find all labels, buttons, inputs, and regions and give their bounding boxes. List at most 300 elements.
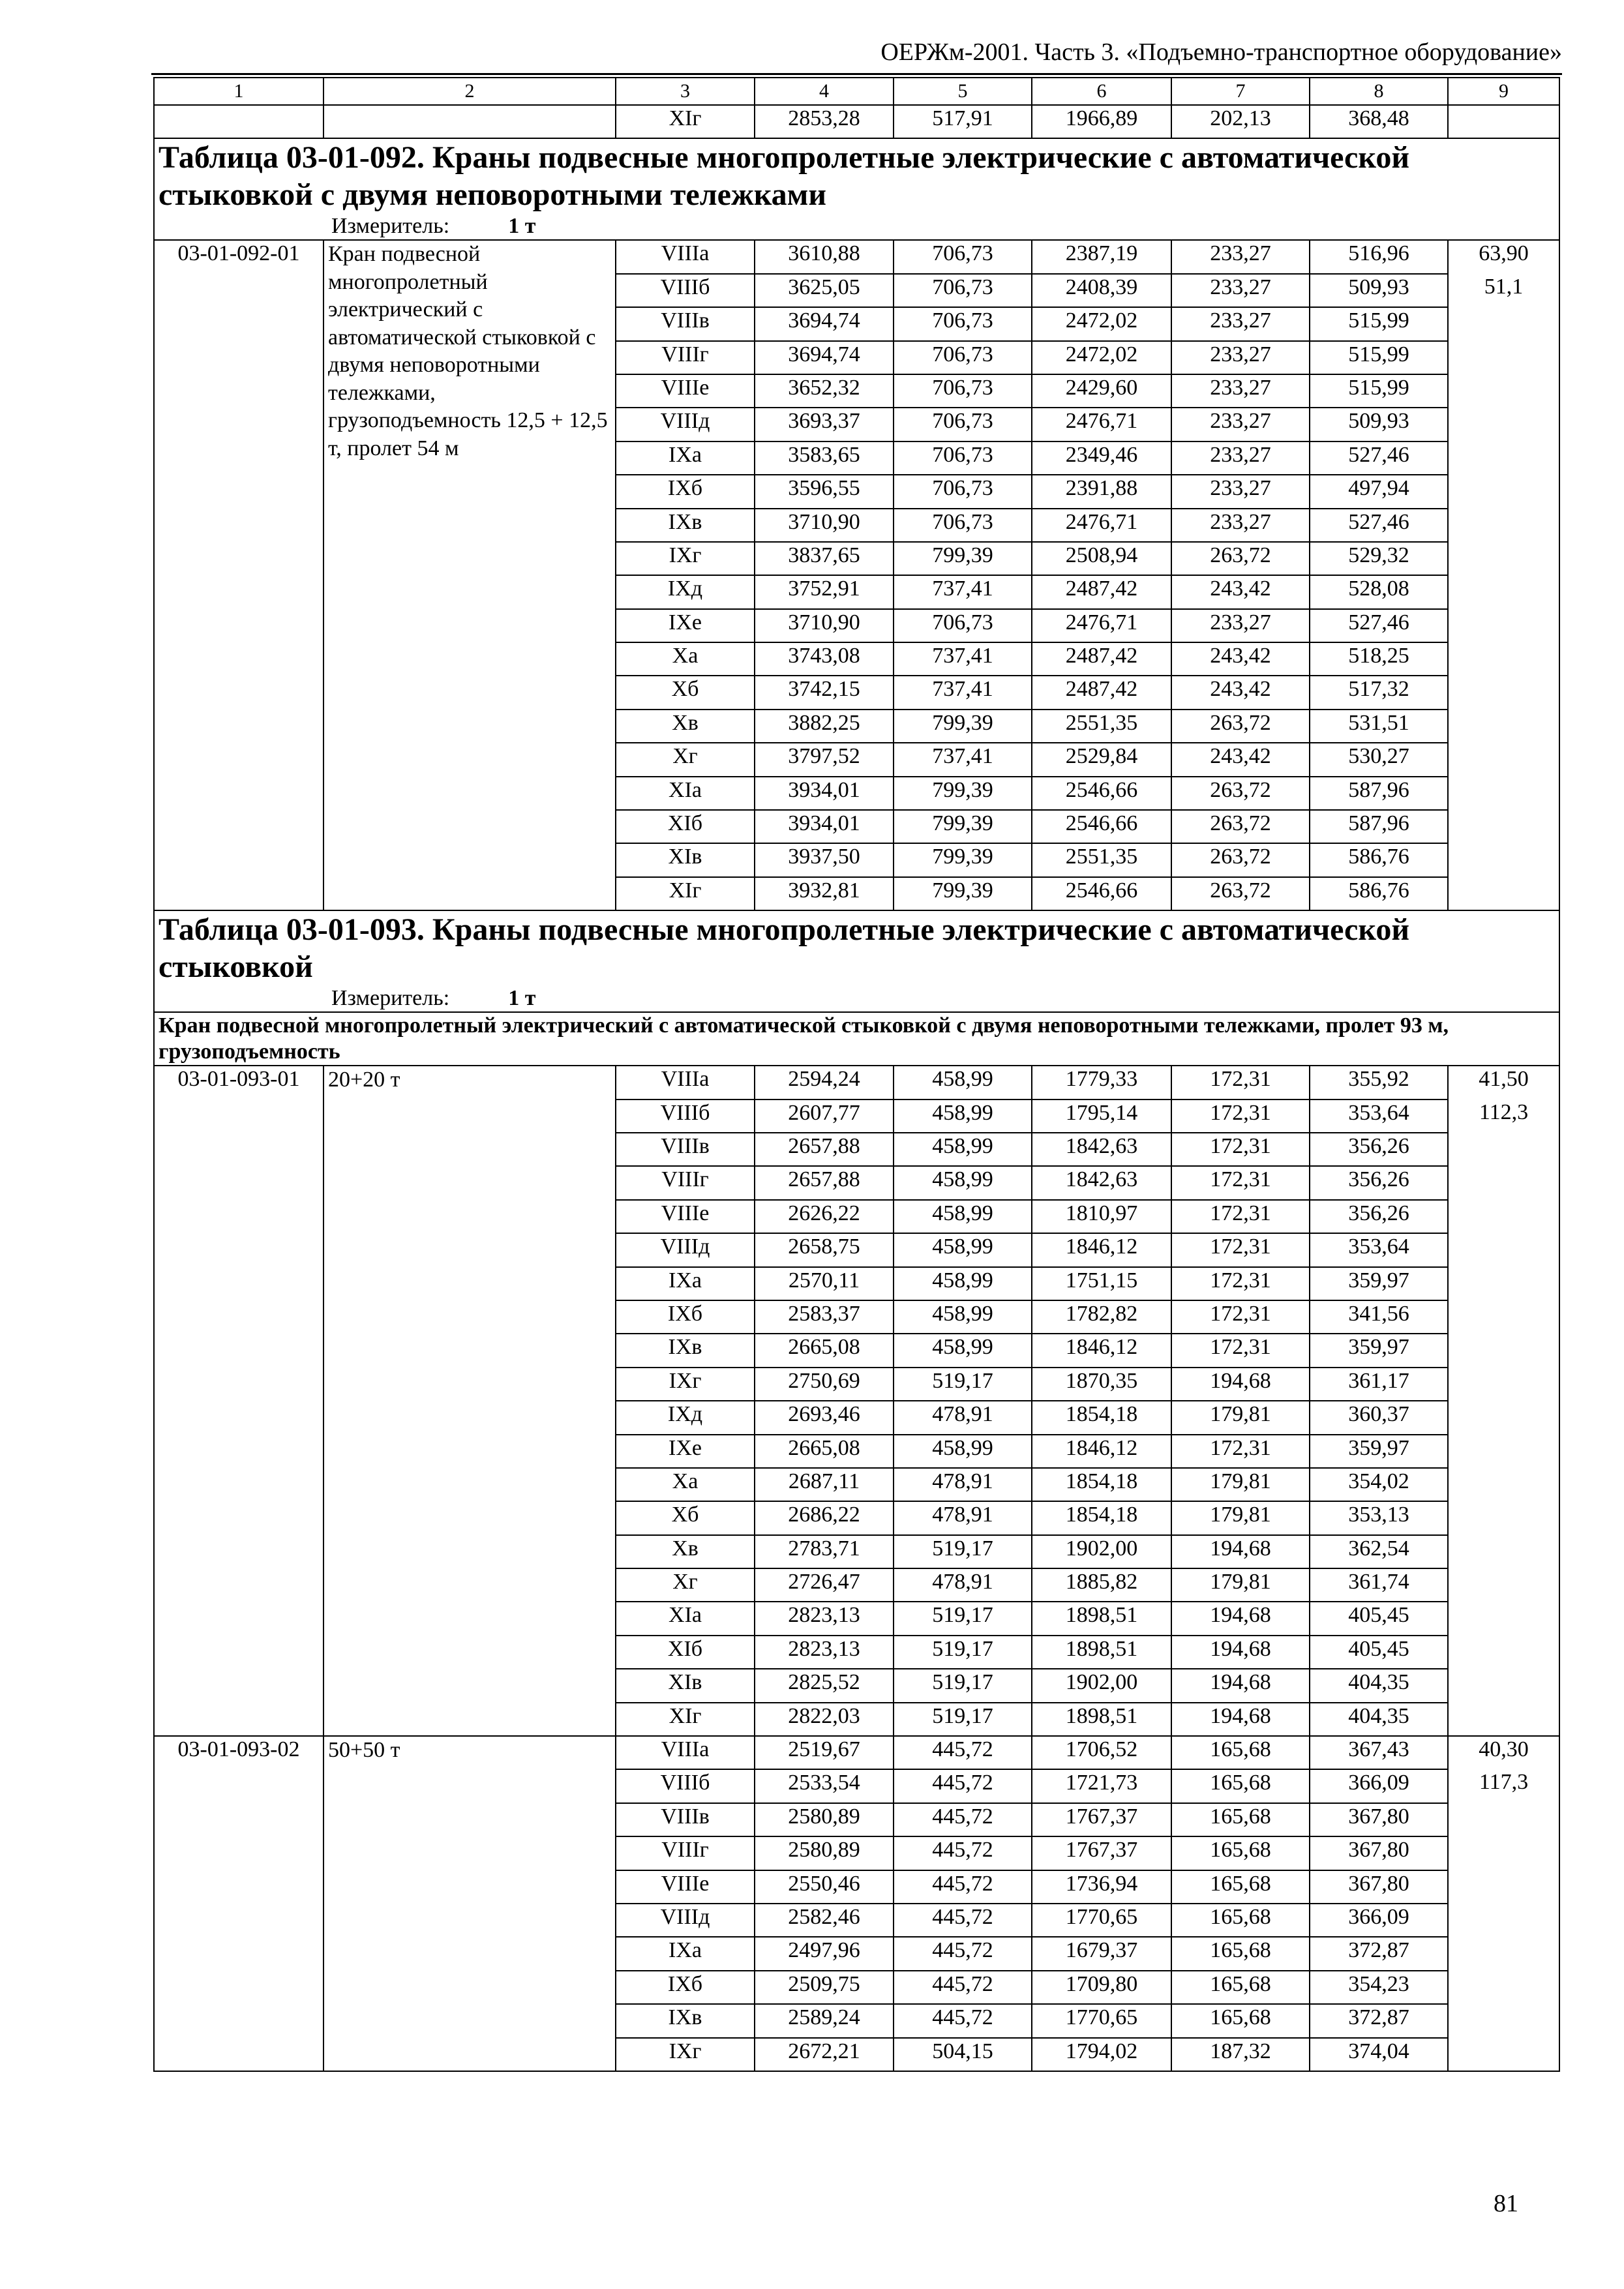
result-cell: [1448, 1401, 1559, 1434]
value-cell: 263,72: [1171, 810, 1310, 843]
value-cell: 3937,50: [755, 843, 894, 876]
measure-line: [158, 213, 1555, 239]
value-cell: 2686,22: [755, 1501, 894, 1534]
value-cell: 2508,94: [1032, 542, 1171, 575]
value-cell: 172,31: [1171, 1435, 1310, 1468]
value-cell: 3694,74: [755, 307, 894, 340]
table-title-row: [154, 910, 1559, 1012]
result-cell: [1448, 475, 1559, 508]
class-cell: VIIIб: [616, 274, 755, 307]
value-cell: 2476,71: [1032, 408, 1171, 441]
value-cell: 172,31: [1171, 1300, 1310, 1334]
value-cell: 2687,11: [755, 1468, 894, 1501]
class-cell: XIг: [616, 1703, 755, 1736]
value-cell: 233,27: [1171, 307, 1310, 340]
value-cell: 165,68: [1171, 1904, 1310, 1937]
value-cell: 1854,18: [1032, 1401, 1171, 1434]
value-cell: 706,73: [894, 307, 1032, 340]
result-cell: [1448, 1435, 1559, 1468]
table-row: [154, 1066, 1559, 1099]
value-cell: 366,09: [1310, 1769, 1448, 1803]
value-cell: 529,32: [1310, 542, 1448, 575]
value-cell: 706,73: [894, 408, 1032, 441]
value-cell: 367,43: [1310, 1736, 1448, 1769]
table-title: Таблица 03-01-092. Краны подвесные многопролетные электрические с автоматической стыковкой с двумя неповоротными тележками: [158, 140, 1410, 213]
value-cell: 2657,88: [755, 1133, 894, 1166]
class-cell: XIа: [616, 1602, 755, 1635]
value-cell: 3625,05: [755, 274, 894, 307]
class-cell: XIг: [616, 877, 755, 910]
result-cell: [1448, 1267, 1559, 1300]
result-cell: [1448, 1300, 1559, 1334]
value-cell: 737,41: [894, 743, 1032, 776]
value-cell: 1902,00: [1032, 1535, 1171, 1568]
page-header: ОЕРЖм-2001. Часть 3. «Подъемно-транспортное оборудование»: [880, 38, 1562, 66]
value-cell: 2726,47: [755, 1568, 894, 1602]
value-cell: 194,68: [1171, 1669, 1310, 1702]
table-title-cell: [154, 910, 1559, 1012]
value-cell: 3752,91: [755, 575, 894, 608]
result-cell: [1448, 843, 1559, 876]
value-cell: 172,31: [1171, 1200, 1310, 1233]
class-cell: Xа: [616, 642, 755, 676]
value-cell: 263,72: [1171, 777, 1310, 810]
result-cell: [1448, 2038, 1559, 2071]
value-cell: 2626,22: [755, 1200, 894, 1233]
value-cell: 1767,37: [1032, 1803, 1171, 1836]
value-cell: 458,99: [894, 1300, 1032, 1334]
value-cell: 2823,13: [755, 1636, 894, 1669]
value-cell: 2551,35: [1032, 843, 1171, 876]
code-cell: 03-01-093-01: [154, 1066, 323, 1736]
value-cell: 1846,12: [1032, 1233, 1171, 1266]
class-cell: Xв: [616, 1535, 755, 1568]
subheading-row: [154, 1012, 1559, 1066]
value-cell: 2408,39: [1032, 274, 1171, 307]
value-cell: 179,81: [1171, 1401, 1310, 1434]
value-cell: 165,68: [1171, 2004, 1310, 2037]
value-cell: 172,31: [1171, 1233, 1310, 1266]
measure-line: [158, 985, 1555, 1011]
value-cell: 1810,97: [1032, 1200, 1171, 1233]
value-cell: 1902,00: [1032, 1669, 1171, 1702]
value-cell: 737,41: [894, 575, 1032, 608]
result-cell: [1448, 1836, 1559, 1870]
code-cell: [154, 105, 323, 138]
result-cell: [1448, 408, 1559, 441]
value-cell: 527,46: [1310, 441, 1448, 475]
column-number: 7: [1171, 78, 1310, 105]
result-cell: [1448, 1166, 1559, 1199]
value-cell: 194,68: [1171, 1535, 1310, 1568]
value-cell: 458,99: [894, 1334, 1032, 1367]
value-cell: 515,99: [1310, 374, 1448, 408]
value-cell: 233,27: [1171, 475, 1310, 508]
value-cell: 2589,24: [755, 2004, 894, 2037]
value-cell: 799,39: [894, 810, 1032, 843]
class-cell: VIIIв: [616, 1803, 755, 1836]
value-cell: 356,26: [1310, 1166, 1448, 1199]
value-cell: 2570,11: [755, 1267, 894, 1300]
result-cell: [1448, 1870, 1559, 1904]
class-cell: VIIIд: [616, 408, 755, 441]
class-cell: Xб: [616, 676, 755, 709]
value-cell: 356,26: [1310, 1200, 1448, 1233]
value-cell: 3882,25: [755, 710, 894, 743]
value-cell: 179,81: [1171, 1501, 1310, 1534]
value-cell: 3837,65: [755, 542, 894, 575]
column-number: 5: [894, 78, 1032, 105]
value-cell: 3932,81: [755, 877, 894, 910]
value-cell: 361,17: [1310, 1368, 1448, 1401]
value-cell: 2487,42: [1032, 642, 1171, 676]
value-cell: 2497,96: [755, 1937, 894, 1970]
value-cell: 353,64: [1310, 1100, 1448, 1133]
value-cell: 1782,82: [1032, 1300, 1171, 1334]
class-cell: IXа: [616, 1937, 755, 1970]
result-cell: [1448, 307, 1559, 340]
value-cell: 165,68: [1171, 1937, 1310, 1970]
result-cell: [1448, 1200, 1559, 1233]
result-cell: [1448, 441, 1559, 475]
value-cell: 517,91: [894, 105, 1032, 138]
measure-value: 1 т: [508, 986, 536, 1011]
value-cell: 799,39: [894, 710, 1032, 743]
column-number: 4: [755, 78, 894, 105]
value-cell: 353,13: [1310, 1501, 1448, 1534]
value-cell: 2823,13: [755, 1602, 894, 1635]
value-cell: 587,96: [1310, 777, 1448, 810]
value-cell: 362,54: [1310, 1535, 1448, 1568]
value-cell: 359,97: [1310, 1334, 1448, 1367]
value-cell: 165,68: [1171, 1836, 1310, 1870]
value-cell: 706,73: [894, 475, 1032, 508]
class-cell: XIб: [616, 810, 755, 843]
value-cell: 233,27: [1171, 609, 1310, 642]
measure-value: 1 т: [508, 214, 536, 239]
value-cell: 478,91: [894, 1468, 1032, 1501]
result-cell: [1448, 105, 1559, 138]
result-cell: [1448, 1233, 1559, 1266]
value-cell: 243,42: [1171, 676, 1310, 709]
value-cell: 2672,21: [755, 2038, 894, 2071]
value-cell: 2391,88: [1032, 475, 1171, 508]
column-number: 2: [323, 78, 616, 105]
value-cell: 1751,15: [1032, 1267, 1171, 1300]
value-cell: 243,42: [1171, 575, 1310, 608]
description-cell: 50+50 т: [323, 1736, 616, 2071]
class-cell: Xг: [616, 743, 755, 776]
value-cell: 586,76: [1310, 843, 1448, 876]
value-cell: 445,72: [894, 2004, 1032, 2037]
value-cell: 2825,52: [755, 1669, 894, 1702]
value-cell: 2822,03: [755, 1703, 894, 1736]
value-cell: 706,73: [894, 509, 1032, 542]
value-cell: 799,39: [894, 877, 1032, 910]
value-cell: 799,39: [894, 777, 1032, 810]
value-cell: 1679,37: [1032, 1937, 1171, 1970]
value-cell: 165,68: [1171, 1769, 1310, 1803]
result-cell: 63,90: [1448, 240, 1559, 273]
value-cell: 527,46: [1310, 509, 1448, 542]
result-cell: 40,30: [1448, 1736, 1559, 1769]
value-cell: 2657,88: [755, 1166, 894, 1199]
class-cell: IXб: [616, 1971, 755, 2004]
result-cell: [1448, 1501, 1559, 1534]
value-cell: 531,51: [1310, 710, 1448, 743]
value-cell: 706,73: [894, 240, 1032, 273]
value-cell: 519,17: [894, 1703, 1032, 1736]
result-cell: [1448, 609, 1559, 642]
result-cell: [1448, 341, 1559, 374]
value-cell: 172,31: [1171, 1166, 1310, 1199]
result-cell: [1448, 1535, 1559, 1568]
value-cell: 3743,08: [755, 642, 894, 676]
value-cell: 202,13: [1171, 105, 1310, 138]
value-cell: 3934,01: [755, 777, 894, 810]
value-cell: 165,68: [1171, 1870, 1310, 1904]
class-cell: IXв: [616, 2004, 755, 2037]
value-cell: 179,81: [1171, 1568, 1310, 1602]
value-cell: 3934,01: [755, 810, 894, 843]
result-cell: [1448, 1971, 1559, 2004]
value-cell: 509,93: [1310, 408, 1448, 441]
value-cell: 2387,19: [1032, 240, 1171, 273]
value-cell: 359,97: [1310, 1267, 1448, 1300]
result-cell: [1448, 777, 1559, 810]
value-cell: 2594,24: [755, 1066, 894, 1099]
value-cell: 367,80: [1310, 1870, 1448, 1904]
result-cell: [1448, 1669, 1559, 1702]
value-cell: 3596,55: [755, 475, 894, 508]
value-cell: 519,17: [894, 1669, 1032, 1702]
value-cell: 1767,37: [1032, 1836, 1171, 1870]
class-cell: IXв: [616, 1334, 755, 1367]
value-cell: 361,74: [1310, 1568, 1448, 1602]
value-cell: 706,73: [894, 274, 1032, 307]
value-cell: 359,97: [1310, 1435, 1448, 1468]
value-cell: 478,91: [894, 1401, 1032, 1434]
class-cell: VIIIа: [616, 1736, 755, 1769]
value-cell: 405,45: [1310, 1636, 1448, 1669]
value-cell: 2429,60: [1032, 374, 1171, 408]
value-cell: 530,27: [1310, 743, 1448, 776]
value-cell: 172,31: [1171, 1133, 1310, 1166]
value-cell: 3583,65: [755, 441, 894, 475]
value-cell: 3710,90: [755, 509, 894, 542]
class-cell: IXа: [616, 441, 755, 475]
value-cell: 1898,51: [1032, 1602, 1171, 1635]
value-cell: 1721,73: [1032, 1769, 1171, 1803]
value-cell: 515,99: [1310, 307, 1448, 340]
table-row: [154, 1736, 1559, 1769]
table-row: [154, 240, 1559, 273]
value-cell: 2665,08: [755, 1334, 894, 1367]
value-cell: 2476,71: [1032, 609, 1171, 642]
value-cell: 1898,51: [1032, 1703, 1171, 1736]
value-cell: 233,27: [1171, 341, 1310, 374]
value-cell: 2580,89: [755, 1803, 894, 1836]
value-cell: 458,99: [894, 1267, 1032, 1300]
description-cell: 20+20 т: [323, 1066, 616, 1736]
value-cell: 194,68: [1171, 1602, 1310, 1635]
value-cell: 172,31: [1171, 1267, 1310, 1300]
value-cell: 518,25: [1310, 642, 1448, 676]
value-cell: 2853,28: [755, 105, 894, 138]
value-cell: 3693,37: [755, 408, 894, 441]
class-cell: XIб: [616, 1636, 755, 1669]
result-cell: [1448, 1602, 1559, 1635]
result-cell: [1448, 1133, 1559, 1166]
value-cell: 458,99: [894, 1233, 1032, 1266]
value-cell: 194,68: [1171, 1368, 1310, 1401]
result-cell: [1448, 1904, 1559, 1937]
value-cell: 519,17: [894, 1636, 1032, 1669]
class-cell: IXг: [616, 2038, 755, 2071]
class-cell: XIв: [616, 1669, 755, 1702]
value-cell: 2582,46: [755, 1904, 894, 1937]
value-cell: 445,72: [894, 1736, 1032, 1769]
class-cell: XIа: [616, 777, 755, 810]
value-cell: 458,99: [894, 1200, 1032, 1233]
value-cell: 404,35: [1310, 1703, 1448, 1736]
column-number: 9: [1448, 78, 1559, 105]
value-cell: 2487,42: [1032, 676, 1171, 709]
value-cell: 1846,12: [1032, 1435, 1171, 1468]
value-cell: 2476,71: [1032, 509, 1171, 542]
value-cell: 516,96: [1310, 240, 1448, 273]
value-cell: 706,73: [894, 374, 1032, 408]
subheading-cell: Кран подвесной многопролетный электрический с автоматической стыковкой с двумя неповоротными тележками, пролет 93 м, грузоподъемность: [154, 1012, 1559, 1066]
value-cell: 372,87: [1310, 1937, 1448, 1970]
value-cell: 374,04: [1310, 2038, 1448, 2071]
value-cell: 3610,88: [755, 240, 894, 273]
value-cell: 353,64: [1310, 1233, 1448, 1266]
value-cell: 458,99: [894, 1100, 1032, 1133]
value-cell: 737,41: [894, 676, 1032, 709]
value-cell: 172,31: [1171, 1100, 1310, 1133]
value-cell: 445,72: [894, 1803, 1032, 1836]
value-cell: 2607,77: [755, 1100, 894, 1133]
table-title: Таблица 03-01-093. Краны подвесные многопролетные электрические с автоматической стыковкой: [158, 912, 1410, 985]
class-cell: VIIIг: [616, 341, 755, 374]
value-cell: 519,17: [894, 1602, 1032, 1635]
description-cell: [323, 105, 616, 138]
value-cell: 706,73: [894, 441, 1032, 475]
value-cell: 1706,52: [1032, 1736, 1171, 1769]
result-cell: [1448, 575, 1559, 608]
result-cell: [1448, 877, 1559, 910]
value-cell: 445,72: [894, 1870, 1032, 1904]
result-cell: [1448, 542, 1559, 575]
value-cell: 172,31: [1171, 1334, 1310, 1367]
result-cell: [1448, 1568, 1559, 1602]
class-cell: Xг: [616, 1568, 755, 1602]
class-cell: VIIIа: [616, 240, 755, 273]
value-cell: 517,32: [1310, 676, 1448, 709]
value-cell: 405,45: [1310, 1602, 1448, 1635]
class-cell: IXг: [616, 542, 755, 575]
value-cell: 165,68: [1171, 1736, 1310, 1769]
value-cell: 2580,89: [755, 1836, 894, 1870]
table-title-cell: [154, 138, 1559, 240]
value-cell: 799,39: [894, 542, 1032, 575]
value-cell: 404,35: [1310, 1669, 1448, 1702]
result-cell: [1448, 1937, 1559, 1970]
value-cell: 360,37: [1310, 1401, 1448, 1434]
class-cell: VIIIа: [616, 1066, 755, 1099]
value-cell: 263,72: [1171, 843, 1310, 876]
value-cell: 445,72: [894, 1904, 1032, 1937]
value-cell: 445,72: [894, 1937, 1032, 1970]
result-cell: 41,50: [1448, 1066, 1559, 1099]
class-cell: IXб: [616, 475, 755, 508]
value-cell: 497,94: [1310, 475, 1448, 508]
header-rule: [151, 73, 1562, 75]
value-cell: 445,72: [894, 1769, 1032, 1803]
class-cell: VIIIб: [616, 1769, 755, 1803]
value-cell: 1770,65: [1032, 2004, 1171, 2037]
column-number-row: [154, 78, 1559, 105]
value-cell: 1736,94: [1032, 1870, 1171, 1904]
code-cell: 03-01-092-01: [154, 240, 323, 910]
value-cell: 458,99: [894, 1133, 1032, 1166]
class-cell: IXа: [616, 1267, 755, 1300]
value-cell: 263,72: [1171, 877, 1310, 910]
value-cell: 372,87: [1310, 2004, 1448, 2037]
value-cell: 354,02: [1310, 1468, 1448, 1501]
table-row: [154, 105, 1559, 138]
value-cell: 504,15: [894, 2038, 1032, 2071]
value-cell: 515,99: [1310, 341, 1448, 374]
column-number: 3: [616, 78, 755, 105]
value-cell: 263,72: [1171, 542, 1310, 575]
value-cell: 2509,75: [755, 1971, 894, 2004]
value-cell: 2533,54: [755, 1769, 894, 1803]
value-cell: 3710,90: [755, 609, 894, 642]
class-cell: VIIIб: [616, 1100, 755, 1133]
value-cell: 2472,02: [1032, 341, 1171, 374]
class-cell: VIIIе: [616, 1870, 755, 1904]
value-cell: 1898,51: [1032, 1636, 1171, 1669]
value-cell: 368,48: [1310, 105, 1448, 138]
value-cell: 2750,69: [755, 1368, 894, 1401]
result-cell: [1448, 676, 1559, 709]
value-cell: 1795,14: [1032, 1100, 1171, 1133]
value-cell: 2546,66: [1032, 810, 1171, 843]
value-cell: 1842,63: [1032, 1166, 1171, 1199]
class-cell: IXб: [616, 1300, 755, 1334]
result-cell: [1448, 1803, 1559, 1836]
class-cell: IXд: [616, 1401, 755, 1434]
value-cell: 478,91: [894, 1568, 1032, 1602]
value-cell: 2658,75: [755, 1233, 894, 1266]
class-cell: VIIIв: [616, 307, 755, 340]
class-cell: VIIIг: [616, 1836, 755, 1870]
value-cell: 478,91: [894, 1501, 1032, 1534]
column-number: 1: [154, 78, 323, 105]
value-cell: 1794,02: [1032, 2038, 1171, 2071]
class-cell: IXв: [616, 509, 755, 542]
value-cell: 2546,66: [1032, 777, 1171, 810]
value-cell: 445,72: [894, 1971, 1032, 2004]
value-cell: 1709,80: [1032, 1971, 1171, 2004]
value-cell: 458,99: [894, 1166, 1032, 1199]
class-cell: VIIIг: [616, 1166, 755, 1199]
measure-label: Измеритель:: [331, 986, 450, 1011]
value-cell: 586,76: [1310, 877, 1448, 910]
value-cell: 1854,18: [1032, 1468, 1171, 1501]
